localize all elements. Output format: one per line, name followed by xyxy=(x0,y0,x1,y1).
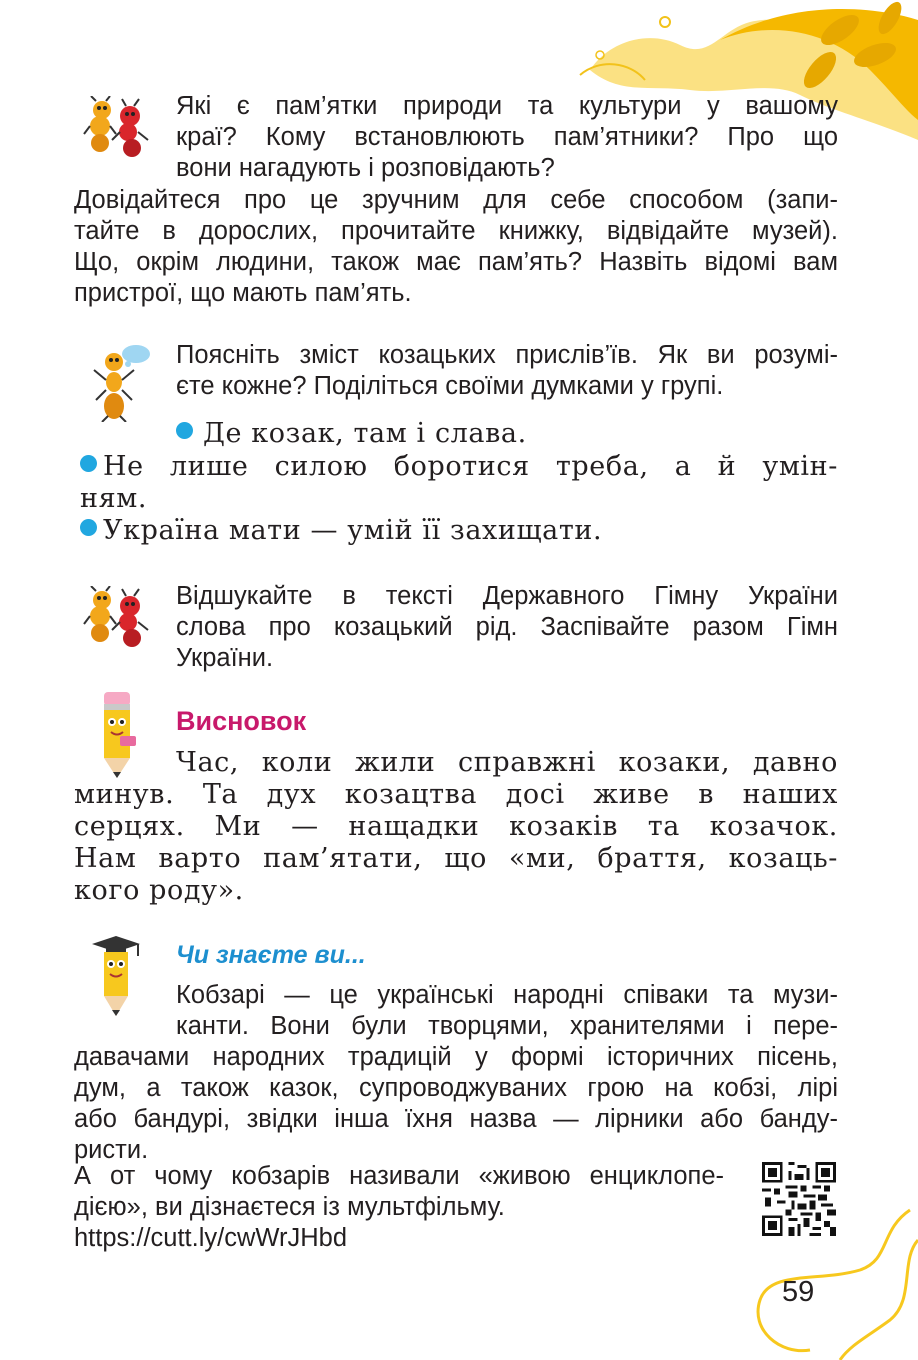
text-line: дією», ви дізнаєтеся із мультфільму. xyxy=(74,1193,505,1221)
did-you-know-paragraph xyxy=(74,1042,838,1166)
did-you-know-tail xyxy=(74,1161,724,1254)
section3-task xyxy=(176,581,838,674)
proverb-line: ням. xyxy=(80,483,148,514)
text-line: канти. Вони були творцями, хранителями і пере- xyxy=(176,1012,838,1040)
text-line: вони нагадують і розповідають? xyxy=(176,154,555,182)
proverb-line xyxy=(80,451,838,483)
bullet-icon xyxy=(80,519,97,536)
text-line: давачами народних традицій у формі історичних пісень, xyxy=(74,1043,838,1071)
text-line: А от чому кобзарів називали «живою енциклопе- xyxy=(74,1162,724,1190)
proverb-text: Не лише силою боротися треба, а й умін- xyxy=(103,451,838,482)
conclusion-line-1 xyxy=(176,747,838,779)
proverb-2 xyxy=(80,451,838,515)
section1-paragraph xyxy=(74,185,838,309)
text-line: Нам варто пам’ятати, що «ми, браття, козаць- xyxy=(74,843,838,874)
two-ants-icon xyxy=(82,96,154,158)
text-line: дум, а також казок, супроводжуваних грою на кобзі, лірі xyxy=(74,1074,838,1102)
section1-question xyxy=(176,91,838,184)
qr-code-icon[interactable] xyxy=(762,1162,836,1236)
text-line: Що, окрім людини, також має пам’ять? Назвіть відомі вам xyxy=(74,248,838,276)
bullet-icon xyxy=(80,455,97,472)
conclusion-heading: Висновок xyxy=(176,706,307,736)
graduate-pencil-icon xyxy=(88,934,144,1018)
section2-question xyxy=(176,340,838,402)
text-line: Відшукайте в тексті Державного Гімну України xyxy=(176,582,838,610)
text-line: Час, коли жили справжні козаки, давно xyxy=(176,747,838,778)
text-line: Кобзарі — це українські народні співаки та музи- xyxy=(176,981,838,1009)
did-you-know-heading: Чи знаєте ви... xyxy=(176,941,366,969)
text-line: минув. Та дух козацтва досі живе в наших xyxy=(74,779,838,810)
text-line: або бандурі, звідки інша їхня назва — лірники або банду- xyxy=(74,1105,838,1133)
conclusion-paragraph xyxy=(74,779,838,907)
text-line: серцях. Ми — нащадки козаків та козачок. xyxy=(74,811,838,842)
text-line: єте кожне? Поділіться своїми думками у групі. xyxy=(176,372,724,400)
did-you-know-intro xyxy=(176,980,838,1042)
text-line: Поясніть зміст козацьких прислів’їв. Як ви розумі- xyxy=(176,341,838,369)
proverb-text: Де козак, там і слава. xyxy=(203,418,527,449)
proverb-3 xyxy=(80,515,602,547)
proverb-1 xyxy=(176,418,527,450)
bullet-icon xyxy=(176,422,193,439)
text-line: тайте в дорослих, прочитайте книжку, відвідайте музей). xyxy=(74,217,838,245)
text-line: кого роду». xyxy=(74,875,244,906)
proverb-text: Україна мати — умій її захищати. xyxy=(103,515,603,546)
text-line: України. xyxy=(176,644,274,672)
pencil-character-icon xyxy=(92,690,142,780)
thinking-ant-icon xyxy=(90,340,154,422)
text-line: Довідайтеся про це зручним для себе способом (запи- xyxy=(74,186,838,214)
text-line: пристрої, що мають пам’ять. xyxy=(74,279,412,307)
page-number: 59 xyxy=(782,1276,815,1308)
text-line: Які є пам’ятки природи та культури у вашому xyxy=(176,92,838,120)
text-line: ристи. xyxy=(74,1136,149,1164)
text-line: краї? Кому встановлюють пам’ятники? Про що xyxy=(176,123,838,151)
video-link[interactable]: https://cutt.ly/cwWrJHbd xyxy=(74,1224,348,1252)
text-line: слова про козацький рід. Заспівайте разом Гімн xyxy=(176,613,838,641)
two-ants-icon xyxy=(82,586,154,648)
